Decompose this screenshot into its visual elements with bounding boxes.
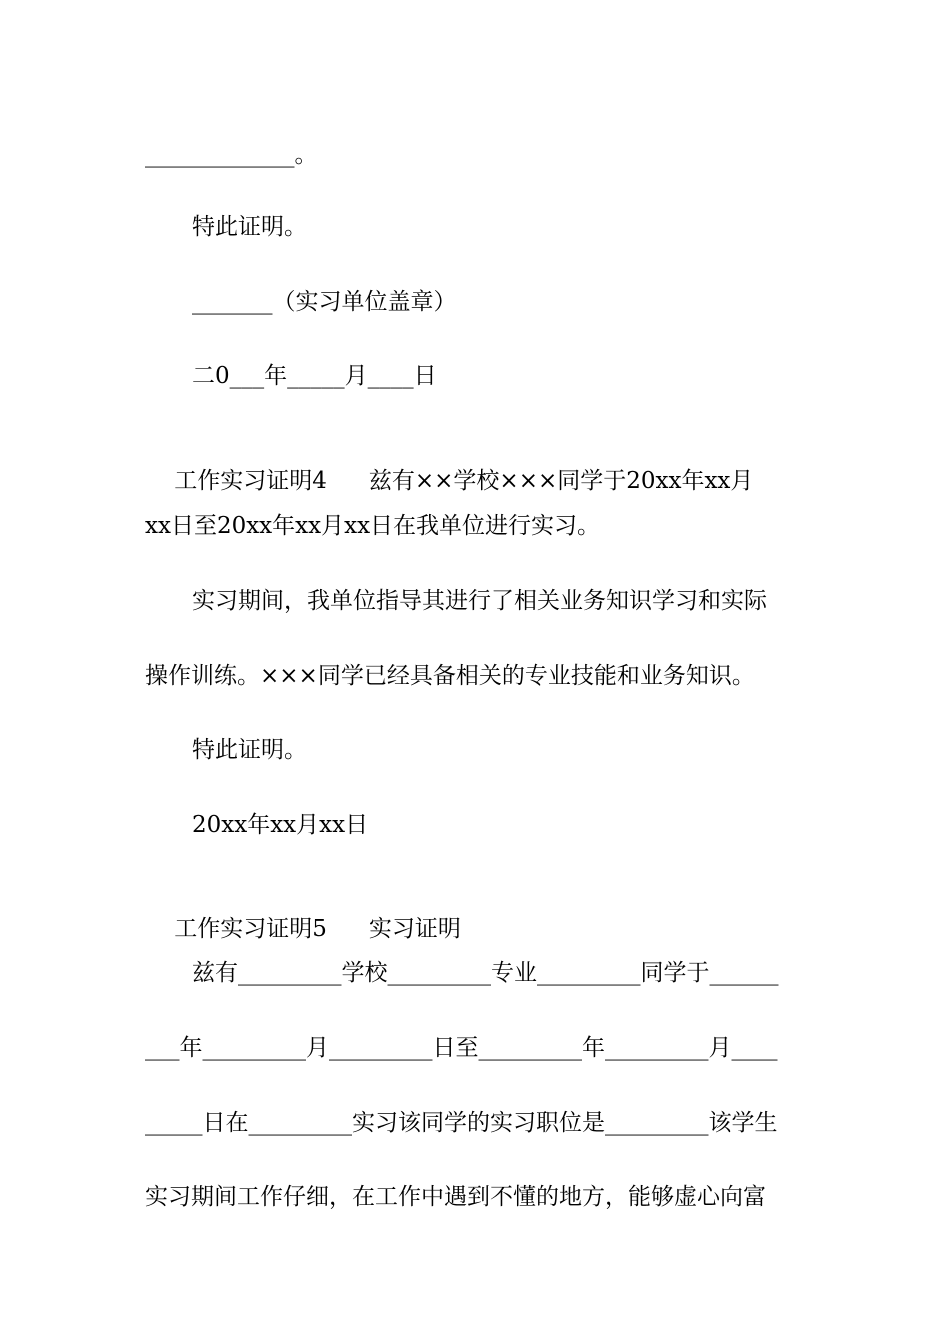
text-line-certify-2: 特此证明。 xyxy=(192,737,307,763)
section-heading-4: 工作实习证明4 xyxy=(174,468,327,494)
text-line-training-2: 操作训练。×××同学已经具备相关的专业技能和业务知识。 xyxy=(145,663,755,689)
text-line-date-blank: 二0___年_____月____日 xyxy=(192,363,437,389)
text-line-training-1: 实习期间，我单位指导其进行了相关业务知识学习和实际 xyxy=(192,588,767,614)
text-line-form-1: 兹有_________学校_________专业_________同学于______ xyxy=(192,960,779,986)
text-line-form-2: ___年_________月_________日至_________年_________月____ xyxy=(145,1035,778,1061)
text-line-seal: _______（实习单位盖章） xyxy=(192,289,457,315)
section-text-4: 兹有××学校×××同学于20xx年xx月 xyxy=(368,468,754,494)
text-line-certify: 特此证明。 xyxy=(192,214,307,240)
section-text-5: 实习证明 xyxy=(368,916,461,942)
text-line-form-3: _____日在_________实习该同学的实习职位是_________该学生 xyxy=(145,1110,778,1136)
text-line-date: 20xx年xx月xx日 xyxy=(192,812,369,838)
text-line-period: xx日至20xx年xx月xx日在我单位进行实习。 xyxy=(145,513,601,539)
section-heading-5: 工作实习证明5 xyxy=(174,916,327,942)
text-line-form-4: 实习期间工作仔细，在工作中遇到不懂的地方，能够虚心向富 xyxy=(145,1184,766,1210)
text-line-blank-end: _____________。 xyxy=(145,142,318,168)
